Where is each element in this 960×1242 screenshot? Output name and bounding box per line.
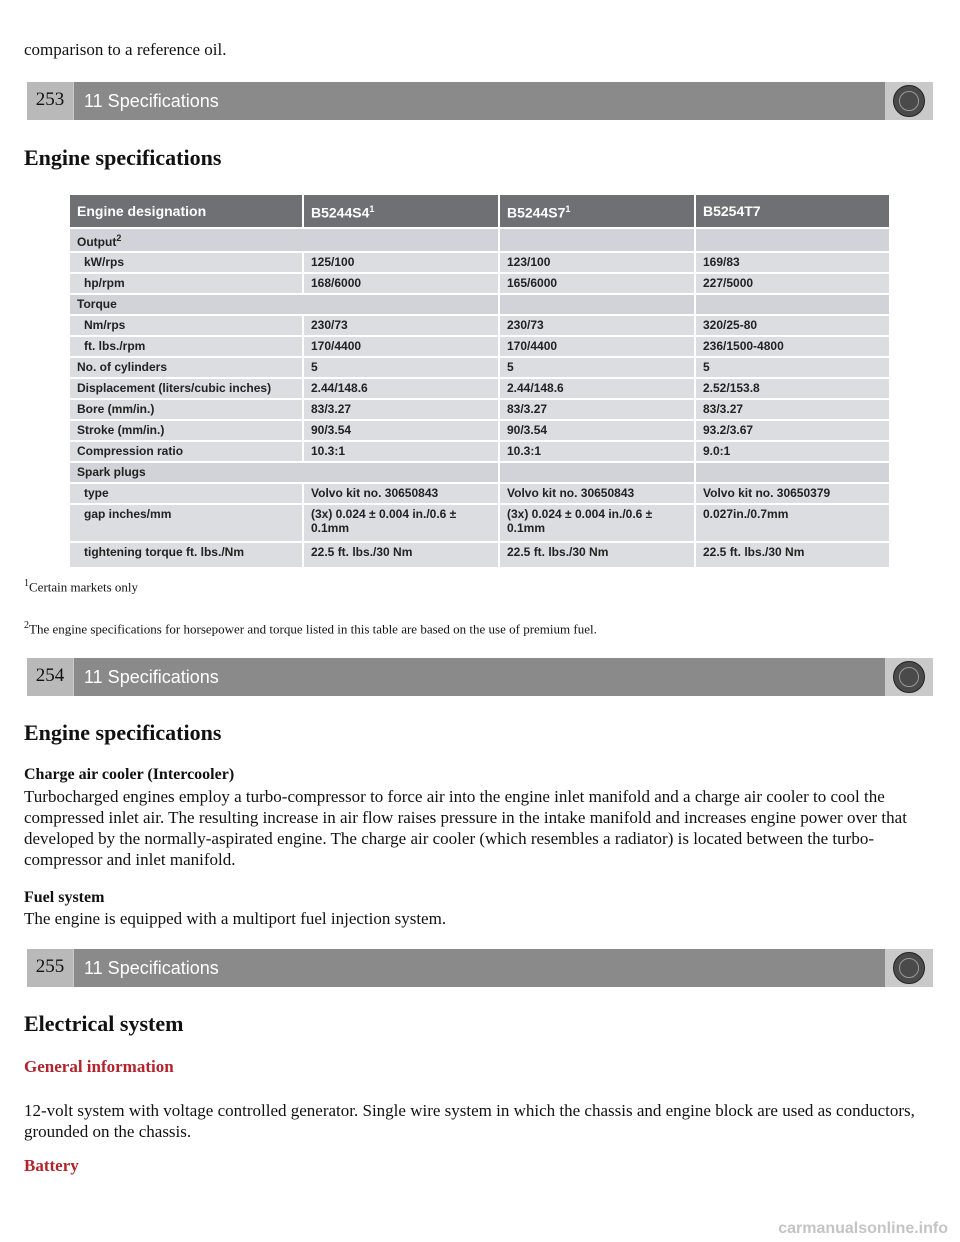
- page-title: Electrical system: [24, 1011, 184, 1036]
- table-row: ft. lbs./rpm 170/4400 170/4400 236/1500-4800: [69, 336, 890, 357]
- watermark: carmanualsonline.info: [778, 1220, 948, 1237]
- table-row: Nm/rps 230/73 230/73 320/25-80: [69, 315, 890, 336]
- header-cell: Engine designation: [69, 194, 303, 228]
- header-cell: $B5244S7^1$: [499, 194, 695, 228]
- table-row: Output$^2$: [69, 228, 890, 252]
- table-row: gap inches/mm (3x) 0.024 ± 0.004 in./0.6 ± 0.1mm (3x) 0.024 ± 0.004 in./0.6 ± 0.1mm 0.027in./0.7mm: [69, 504, 890, 542]
- intercooler-body: Turbocharged engines employ a turbo-compressor to force air into the engine inlet manifold and a charge air cooler to cool the compressed inlet air. The resulting increase in air flow raises pressure in the intake manifold and increases engine power over that developed by the normally-aspirated engine. The charge air cooler (which resembles a radiator) is located between the turbo-compressor and inlet manifold.: [24, 787, 907, 869]
- section-bar-255: [27, 949, 933, 987]
- general-info-body: 12-volt system with voltage controlled generator. Single wire system in which the chassis and engine block are used as conductors, grounded on the chassis.: [24, 1101, 915, 1141]
- table-row: Displacement (liters/cubic inches) 2.44/148.6 2.44/148.6 2.52/153.8: [69, 378, 890, 399]
- engine-spec-table: [68, 193, 891, 569]
- general-info-heading: General information: [24, 1057, 174, 1076]
- table-row: Compression ratio 10.3:1 10.3:1 9.0:1: [69, 441, 890, 462]
- header-cell: $B5244S4^1$: [303, 194, 499, 228]
- page-number: 254: [27, 658, 73, 696]
- header-cell: B5254T7: [695, 194, 890, 228]
- fuel-body: The engine is equipped with a multiport fuel injection system.: [24, 909, 447, 928]
- footnote-1: $^1$Certain markets only: [24, 578, 139, 595]
- table-row: No. of cylinders 5 5 5: [69, 357, 890, 378]
- section-title: 11 Specifications: [74, 658, 885, 696]
- fuel-heading: Fuel system: [24, 889, 105, 906]
- section-bar-254: [27, 658, 933, 696]
- dial-icon: [893, 85, 925, 117]
- footnote-2: $^2$The engine specifications for horsepower and torque listed in this table are based on the use of premium fuel.: [24, 620, 597, 637]
- table-row: Torque: [69, 294, 890, 315]
- battery-heading: Battery: [24, 1156, 79, 1175]
- table-row: tightening torque ft. lbs./Nm 22.5 ft. lbs./30 Nm 22.5 ft. lbs./30 Nm 22.5 ft. lbs./30 Nm: [69, 542, 890, 568]
- dial-icon: [893, 661, 925, 693]
- page-number: 255: [27, 949, 73, 987]
- dial-icon: [893, 952, 925, 984]
- table-row: kW/rps 125/100 123/100 169/83: [69, 252, 890, 273]
- intro-text: comparison to a reference oil.: [24, 40, 227, 59]
- section-title: 11 Specifications: [74, 82, 885, 120]
- table-row: type Volvo kit no. 30650843 Volvo kit no. 30650843 Volvo kit no. 30650379: [69, 483, 890, 504]
- intercooler-heading: Charge air cooler (Intercooler): [24, 766, 235, 783]
- table-header-row: [69, 194, 890, 228]
- section-title: 11 Specifications: [74, 949, 885, 987]
- table-row: hp/rpm 168/6000 165/6000 227/5000: [69, 273, 890, 294]
- section-bar-253: [27, 82, 933, 120]
- table-row: Stroke (mm/in.) 90/3.54 90/3.54 93.2/3.67: [69, 420, 890, 441]
- page-title: Engine specifications: [24, 720, 222, 745]
- table-row: Bore (mm/in.) 83/3.27 83/3.27 83/3.27: [69, 399, 890, 420]
- page-number: 253: [27, 82, 73, 120]
- table-row: Spark plugs: [69, 462, 890, 483]
- page-title: Engine specifications: [24, 145, 222, 170]
